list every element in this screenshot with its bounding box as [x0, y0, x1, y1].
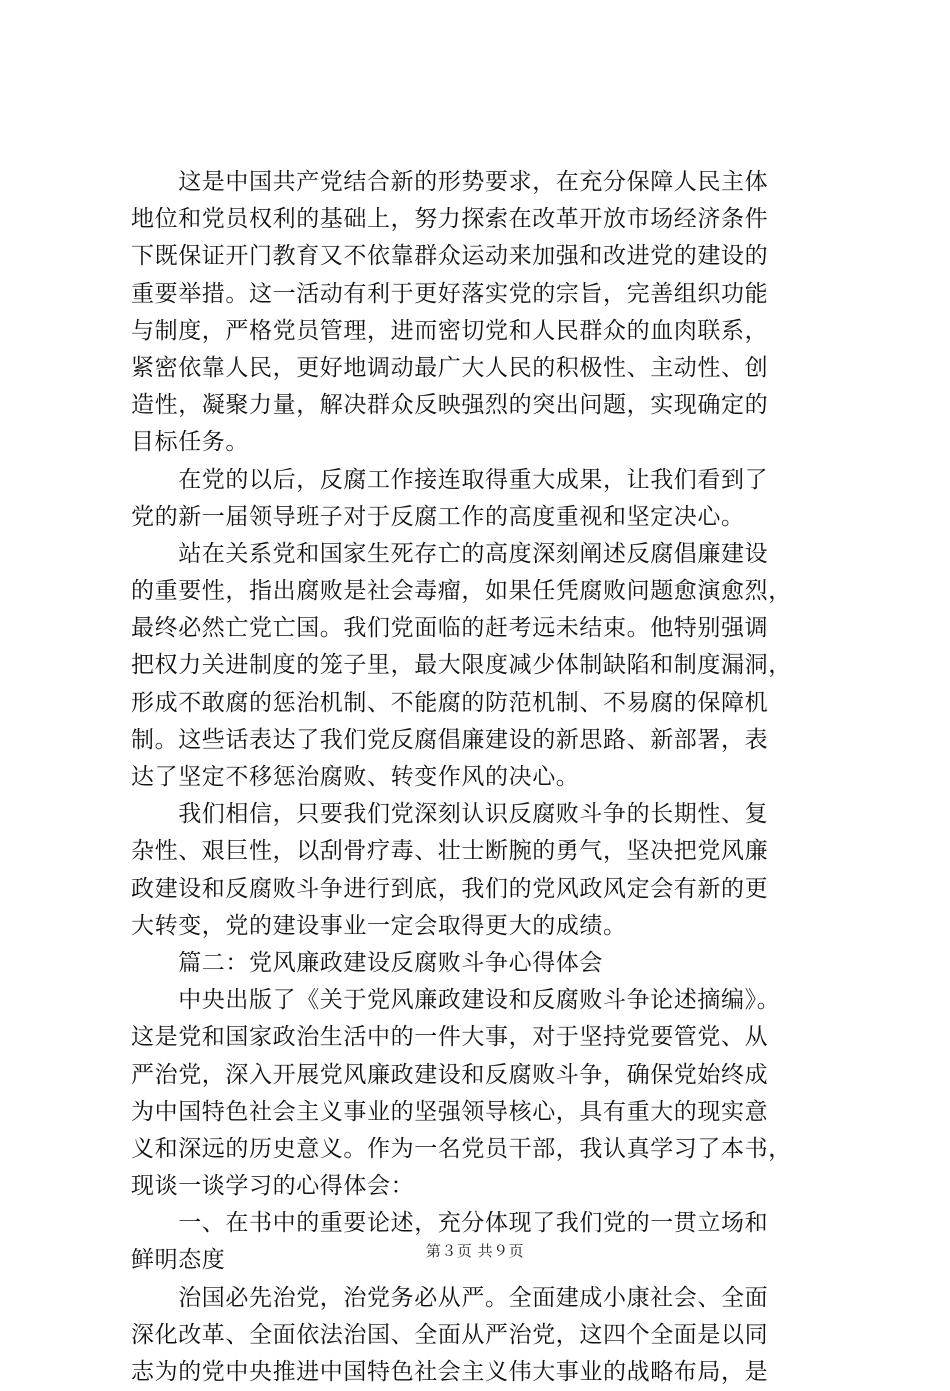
text-line: 篇二：党风廉政建设反腐败斗争心得体会 — [131, 949, 603, 976]
text-line: 志为的党中央推进中国特色社会主义伟大事业的战略布局，是 — [131, 1359, 769, 1385]
text-line: 造性，凝聚力量，解决群众反映强烈的突出问题，实现确定的 — [131, 392, 769, 419]
text-line: 现谈一谈学习的心得体会： — [131, 1173, 415, 1200]
text-line: 严治党，深入开展党风廉政建设和反腐败斗争，确保党始终成 — [131, 1061, 769, 1088]
text-line: 这是中国共产党结合新的形势要求，在充分保障人民主体 — [131, 169, 769, 195]
text-line: 的重要性，指出腐败是社会毒瘤，如果任凭腐败问题愈演愈烈， — [131, 578, 792, 605]
text-line: 治国必先治党，治党务必从严。全面建成小康社会、全面 — [131, 1284, 769, 1311]
text-line: 中央出版了《关于党风廉政建设和反腐败斗争论述摘编》。 — [131, 987, 781, 1014]
text-line: 政建设和反腐败斗争进行到底，我们的党风政风定会有新的更 — [131, 875, 769, 902]
text-line: 深化改革、全面依法治国、全面从严治党，这四个全面是以同 — [131, 1321, 769, 1348]
text-line: 紧密依靠人民，更好地调动最广大人民的积极性、主动性、创 — [131, 354, 769, 381]
text-line: 目标任务。 — [131, 429, 249, 456]
text-line: 重要举措。这一活动有利于更好落实党的宗旨，完善组织功能 — [131, 280, 769, 307]
text-line: 党的新一届领导班子对于反腐工作的高度重视和坚定决心。 — [131, 503, 745, 530]
document-body — [131, 164, 831, 1391]
text-line: 最终必然亡党亡国。我们党面临的赶考远未结束。他特别强调 — [131, 615, 769, 642]
text-line: 制。这些话表达了我们党反腐倡廉建设的新思路、新部署，表 — [131, 726, 769, 753]
text-line: 把权力关进制度的笼子里，最大限度减少体制缺陷和制度漏洞， — [131, 652, 792, 679]
text-line: 站在关系党和国家生死存亡的高度深刻阐述反腐倡廉建设 — [131, 540, 769, 567]
text-line: 下既保证开门教育又不依靠群众运动来加强和改进党的建设的 — [131, 243, 769, 270]
page-number-footer: 第３页 共９页 — [425, 1242, 525, 1260]
text-line: 在党的以后，反腐工作接连取得重大成果，让我们看到了 — [131, 466, 769, 493]
text-line: 达了坚定不移惩治腐败、转变作风的决心。 — [131, 764, 580, 790]
text-line: 一、在书中的重要论述，充分体现了我们党的一贯立场和 — [131, 1210, 769, 1237]
text-line: 形成不敢腐的惩治机制、不能腐的防范机制、不易腐的保障机 — [131, 689, 769, 716]
text-line: 这是党和国家政治生活中的一件大事，对于坚持党要管党、从 — [131, 1024, 769, 1051]
text-line: 地位和党员权利的基础上，努力探索在改革开放市场经济条件 — [131, 206, 769, 233]
text-line: 为中国特色社会主义事业的坚强领导核心，具有重大的现实意 — [131, 1098, 769, 1125]
text-line: 与制度，严格党员管理，进而密切党和人民群众的血肉联系， — [131, 317, 769, 344]
text-line: 义和深远的历史意义。作为一名党员干部，我认真学习了本书， — [131, 1135, 792, 1162]
text-line: 杂性、艰巨性，以刮骨疗毒、壮士断腕的勇气，坚决把党风廉 — [131, 838, 769, 865]
text-line: 鲜明态度 — [131, 1247, 226, 1274]
text-line: 我们相信，只要我们党深刻认识反腐败斗争的长期性、复 — [131, 801, 769, 828]
text-line: 大转变，党的建设事业一定会取得更大的成绩。 — [131, 912, 627, 939]
